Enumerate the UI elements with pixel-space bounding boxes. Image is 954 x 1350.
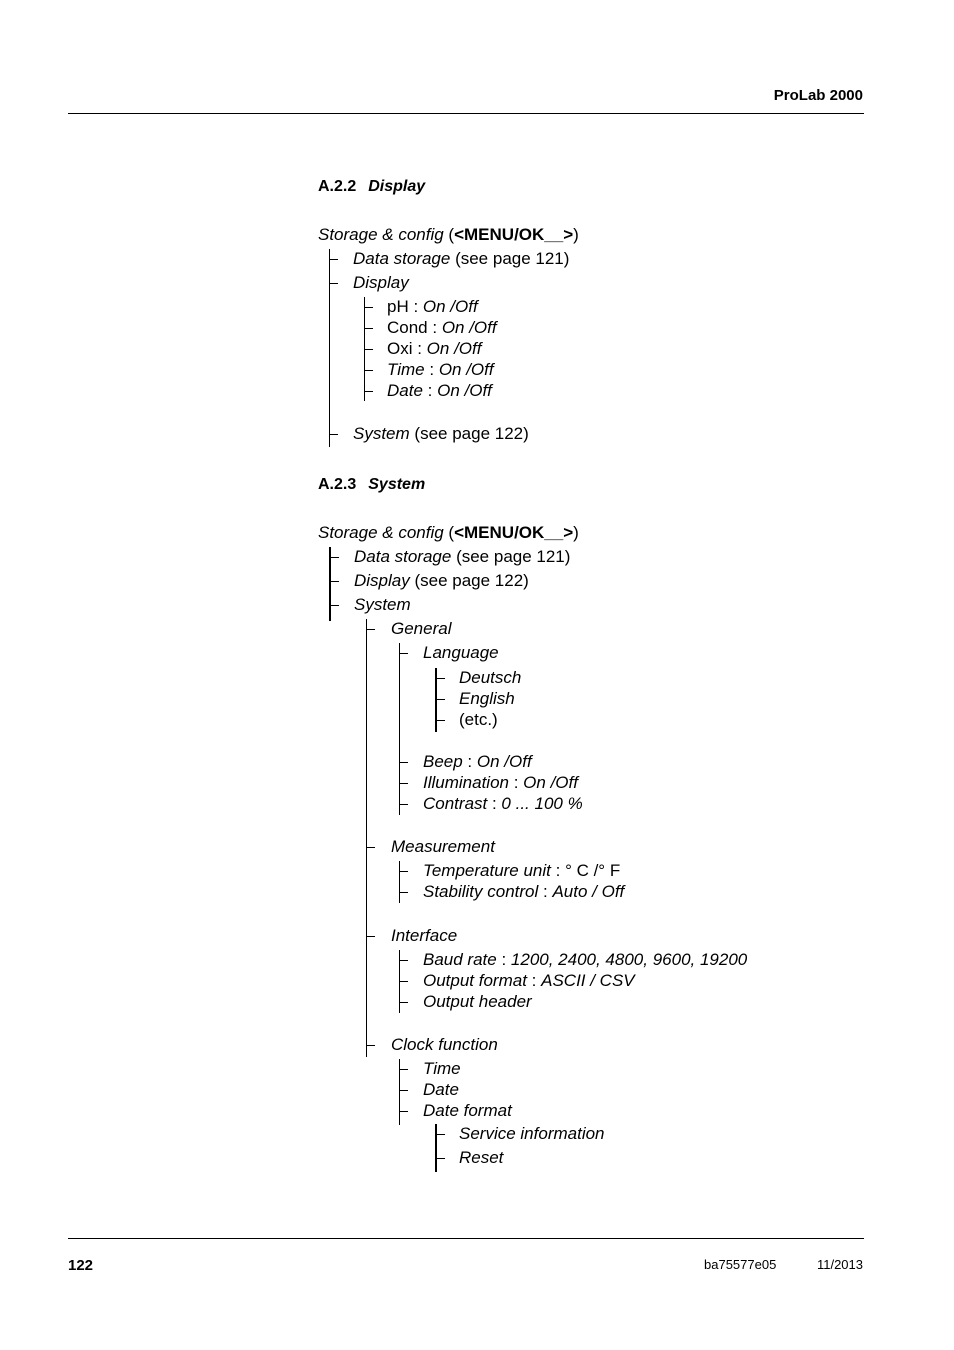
tree-tick <box>399 762 408 763</box>
tree-tick <box>366 629 375 630</box>
item-label: Beep <box>423 752 463 771</box>
tree-tick <box>399 871 408 872</box>
menu-item-data-storage <box>353 249 569 269</box>
item-label: Stability control <box>423 882 539 901</box>
menu-item-output-header: Output header <box>423 992 532 1011</box>
display-item-cond: Cond : On /Off <box>387 318 497 337</box>
tree-tick <box>366 1045 375 1046</box>
page-number: 122 <box>68 1257 94 1274</box>
item-label: System <box>353 424 410 443</box>
menu-item-reset: Reset <box>459 1148 504 1167</box>
menu-item-general: General <box>391 619 452 638</box>
section-title: System <box>368 476 426 493</box>
tree-tick <box>399 783 408 784</box>
menu-item-baud-rate: Baud rate : 1200, 2400, 4800, 9600, 19200 <box>423 950 748 969</box>
menu-item-contrast: Contrast : 0 ... 100 % <box>423 794 583 813</box>
tree-line <box>399 861 400 903</box>
tree-tick <box>399 892 408 893</box>
item-label: Output format <box>423 971 527 990</box>
root-label: Storage & config <box>318 523 444 542</box>
item-options: 0 ... 100 % <box>501 794 583 813</box>
item-label: Illumination <box>423 773 509 792</box>
menu-root-line: Storage & config (<MENU/OK__>) <box>318 523 579 542</box>
tree-tick <box>364 391 373 392</box>
tree-tick <box>436 699 445 700</box>
menu-item-system: System <box>354 595 411 614</box>
menu-item-illumination: Illumination : On /Off <box>423 773 578 792</box>
language-deutsch: Deutsch <box>459 668 522 687</box>
tree-tick <box>366 847 375 848</box>
item-options: ASCII / CSV <box>541 971 635 990</box>
menu-item-service-information: Service information <box>459 1124 605 1143</box>
tree-tick <box>330 605 339 606</box>
item-options: On /Off <box>438 360 494 379</box>
item-options: On /Off <box>523 773 578 792</box>
menu-item-output-format: Output format : ASCII / CSV <box>423 971 635 990</box>
tree-tick <box>399 804 408 805</box>
tree-line <box>366 619 367 1057</box>
doc-number: ba75577e05 <box>704 1257 777 1272</box>
tree-tick <box>364 307 373 308</box>
menu-item-display <box>354 571 529 591</box>
menu-root-line: Storage & config (<MENU/OK__>) <box>318 225 579 244</box>
menu-item-date: Date <box>423 1080 459 1099</box>
item-label: Oxi <box>387 339 413 358</box>
item-label: Time <box>387 360 425 379</box>
menu-item-temperature-unit: Temperature unit : ° C /° F <box>423 861 621 880</box>
menu-item-date-format: Date format <box>423 1101 512 1120</box>
tree-tick <box>364 370 373 371</box>
section-number: A.2.2 <box>318 178 357 195</box>
item-label: Data storage <box>354 547 452 566</box>
section-heading-display <box>318 178 425 196</box>
language-etc: (etc.) <box>459 710 498 729</box>
menu-item-interface: Interface <box>391 926 458 945</box>
tree-tick <box>364 328 373 329</box>
tree-tick <box>399 1002 408 1003</box>
item-label: Display <box>354 571 410 590</box>
display-item-oxi: Oxi : On /Off <box>387 339 482 358</box>
item-options: 1200, 2400, 4800, 9600, 19200 <box>510 950 748 969</box>
doc-date: 11/2013 <box>816 1257 863 1272</box>
header-product: ProLab 2000 <box>773 87 863 104</box>
item-ref: (see page 122) <box>409 571 529 590</box>
item-label: Temperature unit <box>423 861 551 880</box>
tree-tick <box>366 936 375 937</box>
item-ref: (see page 121) <box>450 249 570 268</box>
tree-tick <box>399 1111 408 1112</box>
tree-tick <box>329 259 338 260</box>
menu-item-time: Time <box>423 1059 461 1078</box>
tree-tick <box>330 581 339 582</box>
tree-tick <box>330 557 339 558</box>
language-english: English <box>459 689 515 708</box>
tree-tick <box>399 653 408 654</box>
item-label: pH <box>387 297 409 316</box>
tree-line <box>399 643 400 815</box>
menu-item-language: Language <box>423 643 499 662</box>
tree-tick <box>399 1069 408 1070</box>
menu-item-beep: Beep : On /Off <box>423 752 532 771</box>
tree-tick <box>436 1134 445 1135</box>
item-label: Date <box>387 381 423 400</box>
tree-line <box>329 547 331 621</box>
menu-item-system <box>353 424 529 444</box>
item-options: On /Off <box>441 318 497 337</box>
tree-tick <box>364 349 373 350</box>
tree-line <box>435 1124 437 1172</box>
root-key: <MENU/OK__> <box>454 225 574 244</box>
display-item-date: Date : On /Off <box>387 381 492 400</box>
menu-item-display: Display <box>353 273 409 292</box>
tree-tick <box>436 1158 445 1159</box>
item-options: ° C /° F <box>565 861 621 880</box>
menu-item-data-storage <box>354 547 570 567</box>
header-rule <box>68 113 864 114</box>
display-item-time: Time : On /Off <box>387 360 494 379</box>
tree-tick <box>399 981 408 982</box>
item-label: Data storage <box>353 249 451 268</box>
section-number: A.2.3 <box>318 476 357 493</box>
item-ref: (see page 122) <box>409 424 529 443</box>
item-options: Auto / Off <box>552 882 625 901</box>
item-label: Contrast <box>423 794 488 813</box>
tree-line <box>329 249 330 447</box>
item-options: On /Off <box>426 339 482 358</box>
menu-item-clock-function: Clock function <box>391 1035 498 1054</box>
section-title: Display <box>368 178 426 195</box>
item-label: Baud rate <box>423 950 497 969</box>
tree-tick <box>436 720 445 721</box>
root-label: Storage & config <box>318 225 444 244</box>
tree-tick <box>329 434 338 435</box>
menu-item-measurement: Measurement <box>391 837 495 856</box>
tree-tick <box>399 1090 408 1091</box>
menu-item-stability-control: Stability control : Auto / Off <box>423 882 625 901</box>
item-ref: (see page 121) <box>451 547 571 566</box>
tree-tick <box>399 960 408 961</box>
display-item-ph: pH : On /Off <box>387 297 478 316</box>
item-options: On /Off <box>437 381 492 400</box>
item-options: On /Off <box>422 297 478 316</box>
footer-rule <box>68 1238 864 1239</box>
item-options: On /Off <box>476 752 532 771</box>
section-heading-system <box>318 476 425 494</box>
tree-tick <box>436 678 445 679</box>
root-key: <MENU/OK__> <box>454 523 574 542</box>
tree-tick <box>329 283 338 284</box>
item-label: Cond <box>387 318 428 337</box>
